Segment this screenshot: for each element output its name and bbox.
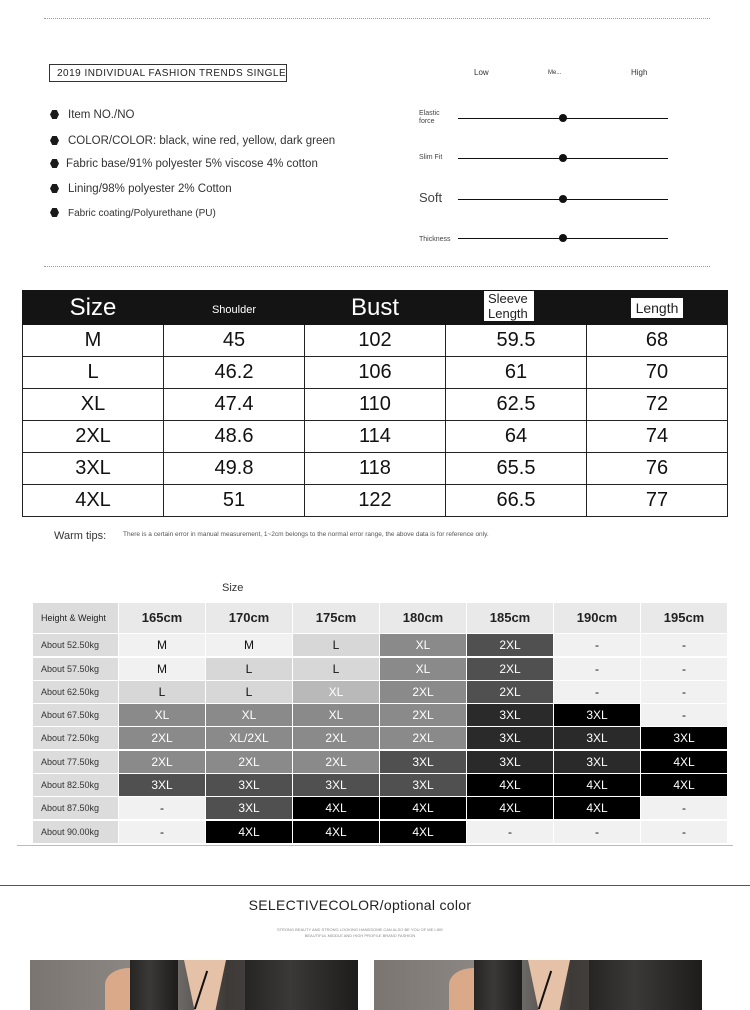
- selective-color-title: SELECTIVECOLOR/optional color: [248, 897, 472, 913]
- fit-size-cell: -: [641, 821, 727, 843]
- table-row: [23, 485, 728, 517]
- table-cell: 77: [587, 485, 728, 517]
- table-cell: 66.5: [446, 485, 587, 517]
- product-photo-1: [30, 960, 358, 1010]
- fit-grid-row: [33, 774, 728, 797]
- table-cell: 3XL: [23, 453, 164, 485]
- table-cell: 2XL: [23, 421, 164, 453]
- fit-size-cell: 3XL: [641, 727, 727, 749]
- product-photo-2: [374, 960, 702, 1010]
- fit-size-cell: L: [293, 634, 379, 656]
- table-cell: 72: [587, 389, 728, 421]
- fit-grid-row: [33, 681, 728, 704]
- fit-grid-row: [33, 751, 728, 774]
- fit-size-cell: 3XL: [554, 704, 640, 726]
- weight-label: About 90.00kg: [33, 821, 118, 843]
- warm-tips-text: There is a certain error in manual measurement, 1~2cm belongs to the normal error range, the above data is for reference only.: [123, 531, 489, 538]
- height-header: 175cm: [293, 603, 379, 633]
- table-row: [23, 421, 728, 453]
- fit-grid-row: [33, 727, 728, 750]
- weight-label: About 72.50kg: [33, 727, 118, 749]
- fit-grid: [33, 603, 728, 844]
- fit-grid-row: [33, 821, 728, 844]
- scale-mid-label: Me...: [548, 70, 562, 76]
- table-row: [23, 357, 728, 389]
- weight-label: About 57.50kg: [33, 658, 118, 680]
- table-row: [23, 389, 728, 421]
- fit-size-cell: 2XL: [119, 727, 205, 749]
- fit-size-cell: -: [554, 821, 640, 843]
- height-header: 190cm: [554, 603, 640, 633]
- fit-size-cell: XL: [293, 704, 379, 726]
- table-cell: 102: [305, 325, 446, 357]
- weight-label: About 62.50kg: [33, 681, 118, 703]
- table-cell: 65.5: [446, 453, 587, 485]
- table-cell: M: [23, 325, 164, 357]
- slider-label-thickness: Thickness: [419, 236, 451, 243]
- fit-size-cell: 4XL: [554, 774, 640, 796]
- section-divider: [0, 885, 750, 886]
- header-sleeve-length: Sleeve Length: [446, 291, 587, 325]
- table-cell: 62.5: [446, 389, 587, 421]
- fit-grid-header: [33, 603, 728, 634]
- spec-item-fabric: Fabric base/91% polyester 5% viscose 4% cotton: [50, 158, 318, 170]
- fit-size-cell: 2XL: [467, 658, 553, 680]
- height-header: 180cm: [380, 603, 466, 633]
- fit-size-cell: 2XL: [380, 704, 466, 726]
- hexagon-bullet-icon: [50, 110, 59, 119]
- fit-size-cell: 2XL: [206, 751, 292, 773]
- fit-grid-row: [33, 634, 728, 657]
- table-cell: 45: [164, 325, 305, 357]
- hexagon-bullet-icon: [50, 159, 59, 168]
- fit-size-cell: 4XL: [293, 797, 379, 819]
- fit-size-cell: L: [293, 658, 379, 680]
- fit-grid-caption: Size: [222, 582, 244, 594]
- fit-grid-divider: [17, 845, 733, 846]
- hexagon-bullet-icon: [50, 136, 59, 145]
- fit-size-cell: -: [641, 634, 727, 656]
- fit-size-cell: XL: [380, 658, 466, 680]
- fit-size-cell: 4XL: [467, 797, 553, 819]
- table-cell: 47.4: [164, 389, 305, 421]
- fit-size-cell: 4XL: [554, 797, 640, 819]
- header-bust: Bust: [305, 291, 446, 325]
- table-cell: 74: [587, 421, 728, 453]
- fit-size-cell: 4XL: [380, 797, 466, 819]
- fit-size-cell: -: [641, 797, 727, 819]
- fit-size-cell: 3XL: [554, 727, 640, 749]
- slider-marker-soft: [559, 195, 567, 203]
- fit-grid-corner: Height & Weight: [33, 603, 118, 633]
- scale-high-label: High: [631, 68, 648, 77]
- fit-grid-row: [33, 797, 728, 820]
- table-cell: 70: [587, 357, 728, 389]
- table-row: [23, 453, 728, 485]
- header-shoulder: Shoulder: [164, 291, 305, 325]
- hexagon-bullet-icon: [50, 208, 59, 217]
- height-header: 185cm: [467, 603, 553, 633]
- fit-size-cell: -: [554, 634, 640, 656]
- fit-size-cell: XL/2XL: [206, 727, 292, 749]
- fit-size-cell: -: [119, 821, 205, 843]
- fit-size-cell: 4XL: [641, 774, 727, 796]
- fit-size-cell: 4XL: [641, 751, 727, 773]
- spec-item-coating: Fabric coating/Polyurethane (PU): [50, 208, 216, 219]
- table-cell: 76: [587, 453, 728, 485]
- table-cell: 64: [446, 421, 587, 453]
- fit-size-cell: 4XL: [293, 821, 379, 843]
- fit-size-cell: L: [206, 658, 292, 680]
- fit-size-cell: 3XL: [119, 774, 205, 796]
- table-cell: 118: [305, 453, 446, 485]
- table-cell: XL: [23, 389, 164, 421]
- header-length: Length: [587, 291, 728, 325]
- fit-size-cell: 3XL: [467, 751, 553, 773]
- table-cell: 51: [164, 485, 305, 517]
- fit-size-cell: 2XL: [293, 727, 379, 749]
- weight-label: About 77.50kg: [33, 751, 118, 773]
- table-cell: 46.2: [164, 357, 305, 389]
- slider-label-soft: Soft: [419, 190, 443, 205]
- selective-subtitle-line-2: BEAUTIFUL MIDDLE AND HIGH PROFILE BRAND FASHION: [304, 933, 416, 938]
- table-cell: 110: [305, 389, 446, 421]
- spec-divider: [44, 266, 710, 267]
- slider-marker-elastic: [559, 114, 567, 122]
- fit-size-cell: 3XL: [206, 797, 292, 819]
- fit-size-cell: -: [554, 681, 640, 703]
- size-table-header: [23, 291, 728, 325]
- height-header: 170cm: [206, 603, 292, 633]
- fit-size-cell: 3XL: [554, 751, 640, 773]
- header-size: Size: [23, 291, 164, 325]
- fit-size-cell: 3XL: [293, 774, 379, 796]
- collection-title: 2019 INDIVIDUAL FASHION TRENDS SINGLE: [49, 64, 287, 82]
- fit-size-cell: L: [119, 681, 205, 703]
- fit-size-cell: M: [119, 634, 205, 656]
- fit-size-cell: M: [206, 634, 292, 656]
- fit-size-cell: -: [641, 681, 727, 703]
- top-divider: [44, 18, 710, 19]
- fit-size-cell: 3XL: [467, 727, 553, 749]
- fit-size-cell: 4XL: [206, 821, 292, 843]
- slider-label-elastic: Elastic force: [419, 110, 440, 125]
- fit-grid-row: [33, 704, 728, 727]
- fit-size-cell: L: [206, 681, 292, 703]
- spec-item-color: COLOR/COLOR: black, wine red, yellow, dark green: [50, 135, 335, 147]
- slider-marker-thickness: [559, 234, 567, 242]
- fit-size-cell: -: [119, 797, 205, 819]
- weight-label: About 67.50kg: [33, 704, 118, 726]
- slider-label-slim-fit: Slim Fit: [419, 154, 443, 161]
- fit-size-cell: 2XL: [380, 727, 466, 749]
- fit-size-cell: XL: [119, 704, 205, 726]
- hexagon-bullet-icon: [50, 184, 59, 193]
- fit-size-cell: 2XL: [293, 751, 379, 773]
- fit-size-cell: -: [467, 821, 553, 843]
- scale-low-label: Low: [474, 68, 489, 77]
- weight-label: About 82.50kg: [33, 774, 118, 796]
- fit-size-cell: 2XL: [467, 634, 553, 656]
- fit-grid-row: [33, 658, 728, 681]
- weight-label: About 52.50kg: [33, 634, 118, 656]
- height-header: 195cm: [641, 603, 727, 633]
- table-cell: 48.6: [164, 421, 305, 453]
- fit-size-cell: XL: [206, 704, 292, 726]
- fit-size-cell: -: [641, 658, 727, 680]
- fit-size-cell: 4XL: [380, 821, 466, 843]
- table-cell: L: [23, 357, 164, 389]
- table-row: [23, 325, 728, 357]
- fit-size-cell: -: [554, 658, 640, 680]
- fit-size-cell: 3XL: [380, 774, 466, 796]
- table-cell: 61: [446, 357, 587, 389]
- fit-size-cell: 2XL: [467, 681, 553, 703]
- table-cell: 49.8: [164, 453, 305, 485]
- slider-marker-slim-fit: [559, 154, 567, 162]
- fit-size-cell: XL: [380, 634, 466, 656]
- fit-size-cell: 2XL: [119, 751, 205, 773]
- fit-size-cell: 4XL: [467, 774, 553, 796]
- table-cell: 68: [587, 325, 728, 357]
- table-cell: 4XL: [23, 485, 164, 517]
- fit-size-cell: 3XL: [206, 774, 292, 796]
- fit-size-cell: 3XL: [380, 751, 466, 773]
- warm-tips-label: Warm tips:: [54, 530, 107, 542]
- selective-subtitle-line-1: STRONG BEAUTY AND STRONG LOOKING HANDSOME CAN ALSO BE YOU OF ME LIKE: [276, 927, 444, 932]
- table-cell: 114: [305, 421, 446, 453]
- weight-label: About 87.50kg: [33, 797, 118, 819]
- table-cell: 59.5: [446, 325, 587, 357]
- fit-size-cell: -: [641, 704, 727, 726]
- fit-size-cell: XL: [293, 681, 379, 703]
- fit-size-cell: M: [119, 658, 205, 680]
- size-table-body: [23, 325, 728, 517]
- fit-size-cell: 2XL: [380, 681, 466, 703]
- table-cell: 106: [305, 357, 446, 389]
- size-table: [22, 290, 728, 517]
- spec-item-lining: Lining/98% polyester 2% Cotton: [50, 183, 232, 195]
- height-header: 165cm: [119, 603, 205, 633]
- fit-size-cell: 3XL: [467, 704, 553, 726]
- spec-item-item-no: Item NO./NO: [50, 109, 134, 121]
- table-cell: 122: [305, 485, 446, 517]
